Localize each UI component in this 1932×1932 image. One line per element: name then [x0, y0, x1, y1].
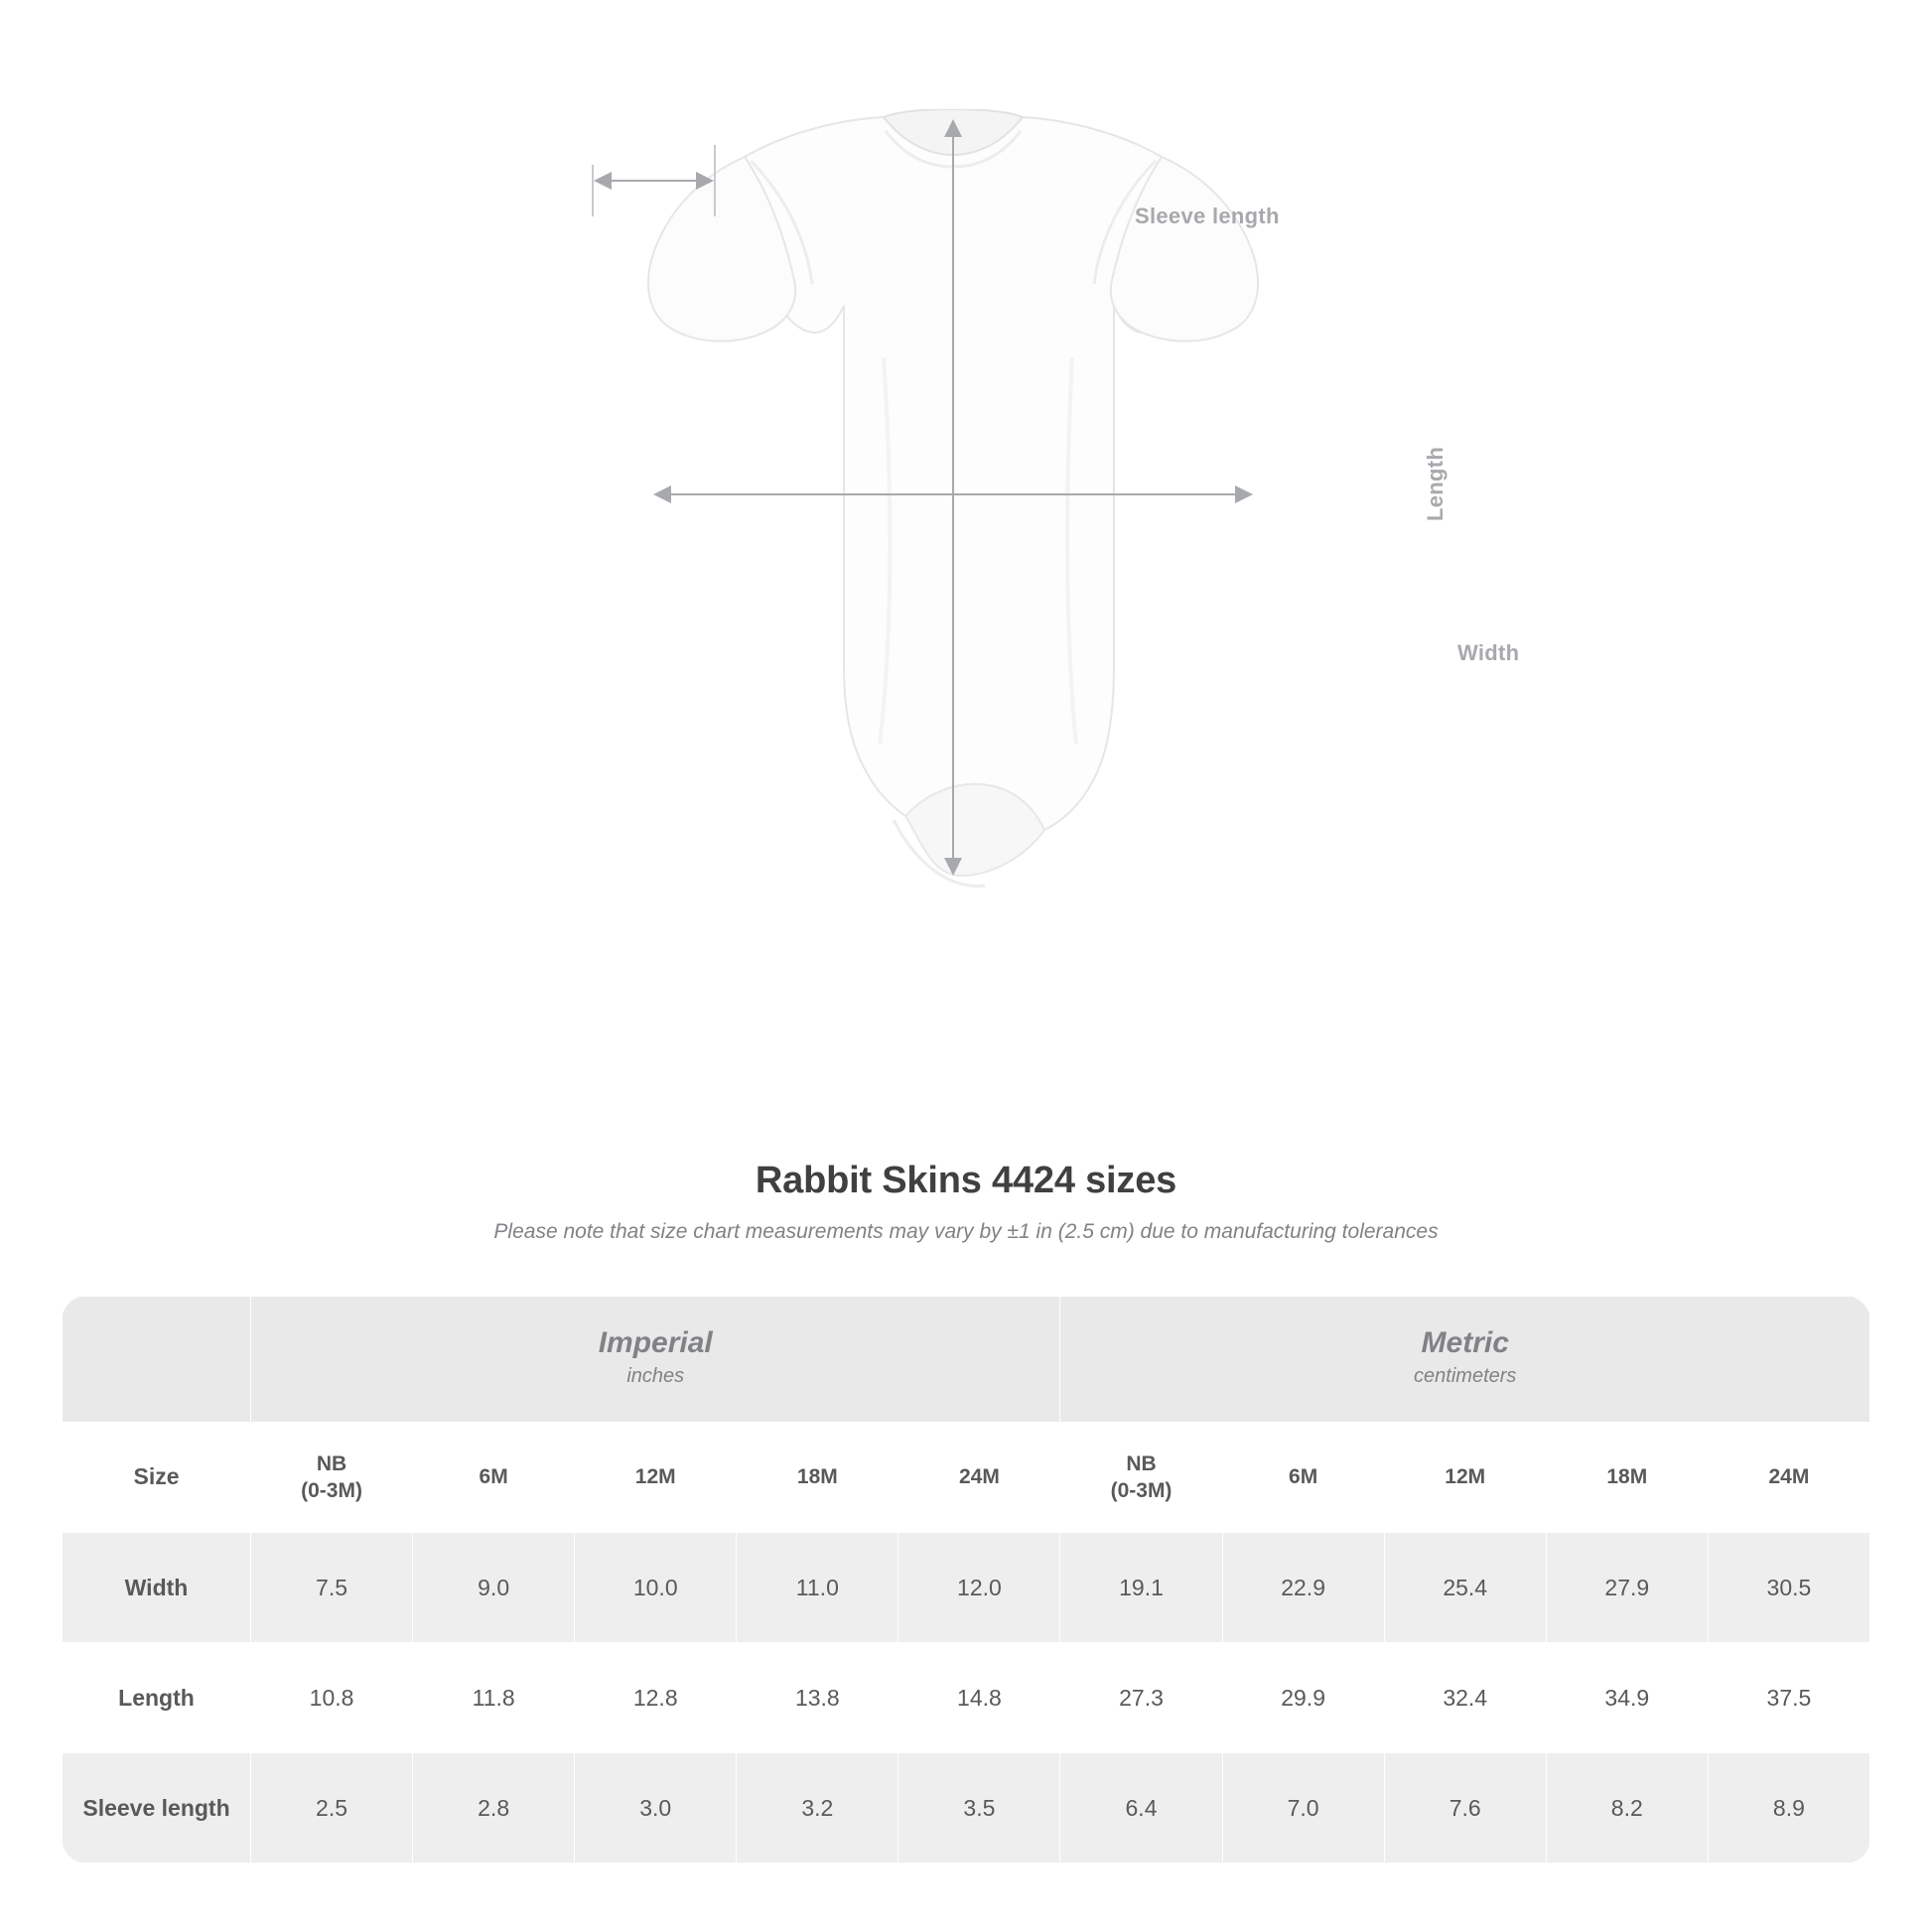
row-label-sleeve-length: Sleeve length — [63, 1753, 251, 1863]
column-header-metric-nb-line1: NB — [1126, 1451, 1157, 1475]
row-label-length: Length — [63, 1643, 251, 1753]
bodysuit-svg — [556, 109, 1350, 1082]
sleeve-length-dimension-label: Sleeve length — [1135, 204, 1280, 228]
cell-sleeve-imperial-6m: 2.8 — [413, 1753, 575, 1863]
cell-length-imperial-18m: 13.8 — [737, 1643, 898, 1753]
cell-sleeve-metric-6m: 7.0 — [1222, 1753, 1384, 1863]
cell-sleeve-metric-24m: 8.9 — [1708, 1753, 1869, 1863]
size-table-container — [62, 1296, 1870, 1863]
cell-length-metric-nb: 27.3 — [1060, 1643, 1222, 1753]
cell-width-imperial-nb: 7.5 — [251, 1533, 413, 1643]
unit-group-metric-sub: centimeters — [1414, 1365, 1517, 1388]
length-dimension-label: Length — [1423, 446, 1448, 521]
cell-length-imperial-24m: 14.8 — [898, 1643, 1060, 1753]
unit-header-spacer — [63, 1297, 251, 1423]
cell-sleeve-imperial-24m: 3.5 — [898, 1753, 1060, 1863]
column-header-imperial-nb-line2: (0-3M) — [301, 1479, 362, 1502]
cell-sleeve-imperial-18m: 3.2 — [737, 1753, 898, 1863]
unit-header-row — [63, 1297, 1870, 1423]
unit-group-metric — [1060, 1297, 1870, 1423]
cell-width-imperial-24m: 12.0 — [898, 1533, 1060, 1643]
column-header-metric-nb-line2: (0-3M) — [1110, 1479, 1173, 1502]
column-header-imperial-nb — [251, 1423, 413, 1533]
column-header-imperial-6m: 6M — [413, 1423, 575, 1533]
cell-width-imperial-12m: 10.0 — [575, 1533, 737, 1643]
cell-length-metric-12m: 32.4 — [1384, 1643, 1546, 1753]
cell-width-metric-18m: 27.9 — [1546, 1533, 1708, 1643]
title-block — [0, 1160, 1932, 1244]
cell-sleeve-metric-nb: 6.4 — [1060, 1753, 1222, 1863]
width-dimension-label: Width — [1457, 640, 1520, 665]
cell-sleeve-imperial-nb: 2.5 — [251, 1753, 413, 1863]
cell-length-imperial-nb: 10.8 — [251, 1643, 413, 1753]
cell-length-imperial-6m: 11.8 — [413, 1643, 575, 1753]
cell-length-imperial-12m: 12.8 — [575, 1643, 737, 1753]
cell-width-metric-24m: 30.5 — [1708, 1533, 1869, 1643]
size-table — [62, 1296, 1870, 1863]
cell-width-metric-nb: 19.1 — [1060, 1533, 1222, 1643]
column-header-imperial-24m: 24M — [898, 1423, 1060, 1533]
cell-sleeve-imperial-12m: 3.0 — [575, 1753, 737, 1863]
column-header-metric-6m: 6M — [1222, 1423, 1384, 1533]
column-header-imperial-12m: 12M — [575, 1423, 737, 1533]
row-label-width: Width — [63, 1533, 251, 1643]
column-header-metric-24m: 24M — [1708, 1423, 1869, 1533]
cell-sleeve-metric-18m: 8.2 — [1546, 1753, 1708, 1863]
page-title: Rabbit Skins 4424 sizes — [755, 1160, 1177, 1201]
cell-length-metric-24m: 37.5 — [1708, 1643, 1869, 1753]
table-row — [63, 1643, 1870, 1753]
tolerance-note: Please note that size chart measurements may vary by ±1 in (2.5 cm) due to manufacturing tolerances — [493, 1220, 1439, 1243]
cell-sleeve-metric-12m: 7.6 — [1384, 1753, 1546, 1863]
column-header-size: Size — [63, 1423, 251, 1533]
unit-group-imperial — [251, 1297, 1060, 1423]
column-header-row — [63, 1423, 1870, 1533]
bodysuit-graphic — [556, 109, 1520, 1082]
cell-width-imperial-18m: 11.0 — [737, 1533, 898, 1643]
column-header-metric-18m: 18M — [1546, 1423, 1708, 1533]
column-header-imperial-nb-line1: NB — [316, 1451, 347, 1475]
cell-width-metric-12m: 25.4 — [1384, 1533, 1546, 1643]
unit-group-metric-name: Metric — [1421, 1325, 1509, 1359]
cell-width-metric-6m: 22.9 — [1222, 1533, 1384, 1643]
unit-group-imperial-name: Imperial — [598, 1325, 713, 1359]
column-header-metric-nb — [1060, 1423, 1222, 1533]
column-header-metric-12m: 12M — [1384, 1423, 1546, 1533]
cell-length-metric-18m: 34.9 — [1546, 1643, 1708, 1753]
table-row — [63, 1533, 1870, 1643]
column-header-imperial-18m: 18M — [737, 1423, 898, 1533]
unit-group-imperial-sub: inches — [626, 1365, 685, 1388]
cell-length-metric-6m: 29.9 — [1222, 1643, 1384, 1753]
cell-width-imperial-6m: 9.0 — [413, 1533, 575, 1643]
table-row — [63, 1753, 1870, 1863]
